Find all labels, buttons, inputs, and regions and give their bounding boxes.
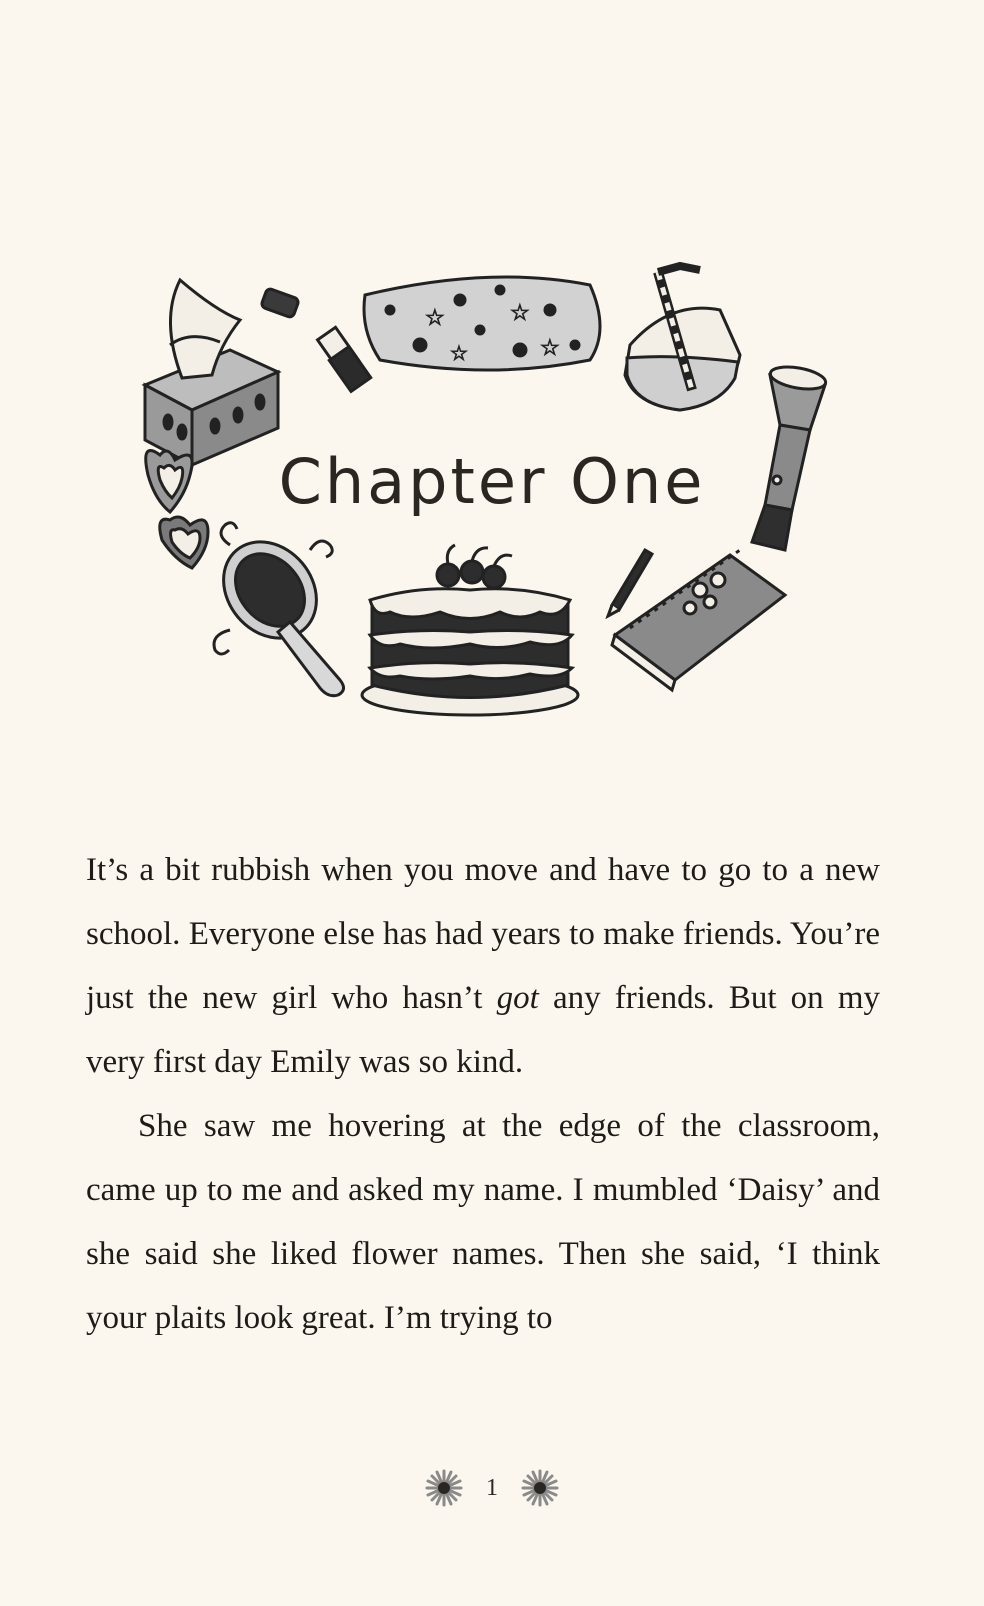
hairbrush-icon	[204, 523, 343, 696]
page-number: 1	[486, 1474, 498, 1501]
paragraph-2: She saw me hovering at the edge of the classroom, came up to me and asked my name. I mumbled ‘Daisy’ and she said she liked flower names. Then she said, ‘I think your plaits look great. I’m trying to	[86, 1108, 880, 1336]
paragraph-1-emphasis: got	[496, 980, 539, 1016]
chapter-title: Chapter One	[278, 445, 706, 518]
drink-glass-icon	[625, 266, 740, 410]
cake-icon	[362, 545, 578, 715]
daisy-icon	[424, 1468, 464, 1508]
paragraph-1-text-end: any friends. But on my very first day Emily was so kind.	[86, 980, 880, 1080]
tissue-box-icon	[145, 280, 278, 465]
svg-text:☆: ☆	[510, 301, 530, 326]
pen-icon	[608, 550, 652, 616]
svg-text:☆: ☆	[425, 306, 445, 331]
daisy-icon	[520, 1468, 560, 1508]
page-footer	[0, 1468, 984, 1508]
chapter-body	[86, 838, 880, 1350]
paragraph-1-text-start: It’s a bit rubbish when you move and have to go to a new school. Everyone else has had years to make friends. You’re just the new girl who hasn’t	[86, 852, 880, 1016]
svg-text:☆: ☆	[450, 341, 468, 365]
paragraph-1	[86, 838, 880, 1094]
pillow-icon	[364, 277, 600, 370]
svg-text:☆: ☆	[540, 336, 560, 361]
